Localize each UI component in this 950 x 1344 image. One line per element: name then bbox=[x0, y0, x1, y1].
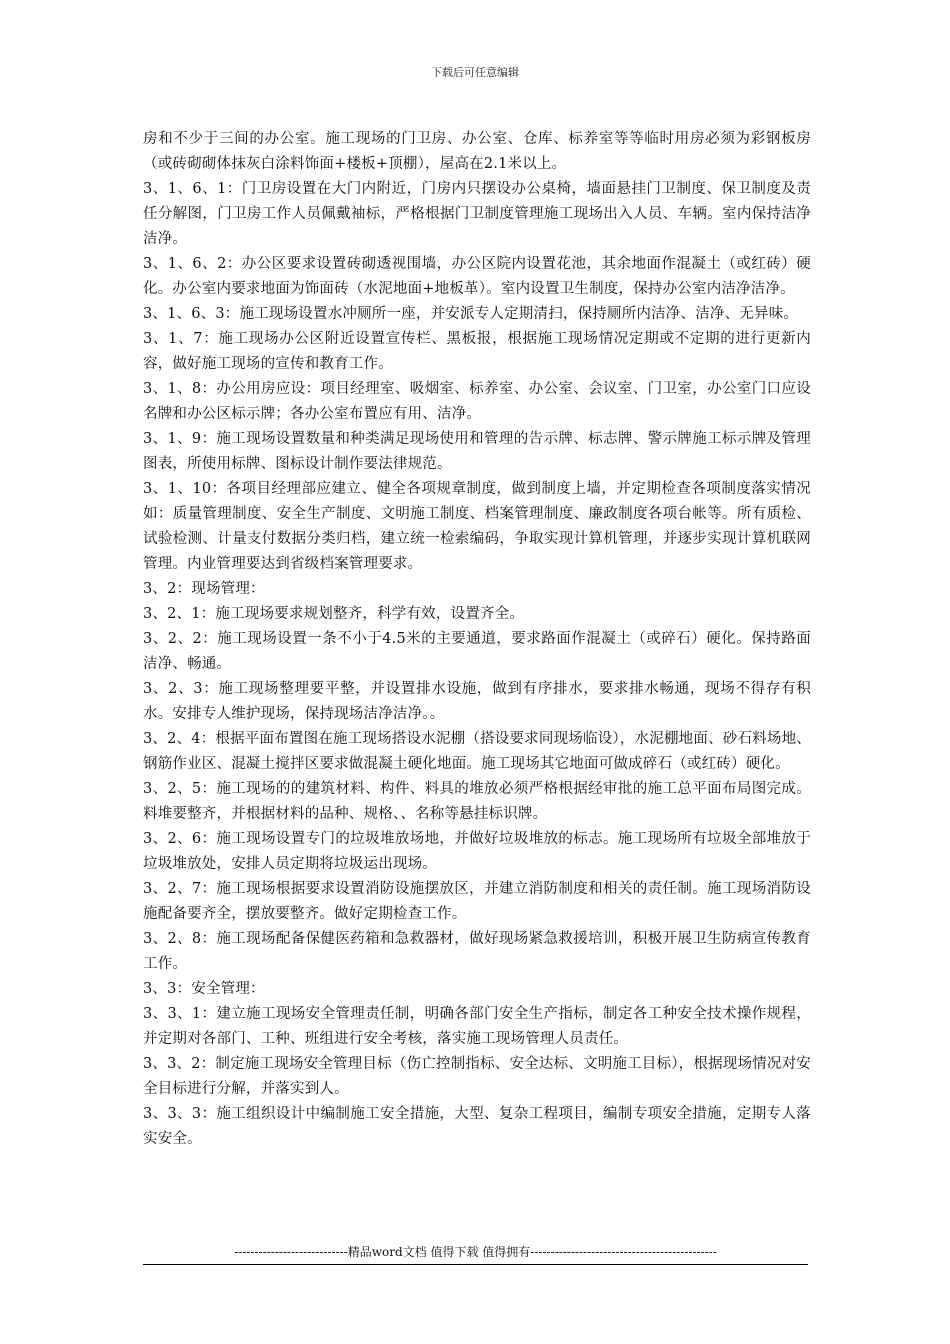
paragraph-4: 3、1、6、3：施工现场设置水冲厕所一座，并安派专人定期清扫，保持厕所内洁净、洁净、无异味。 bbox=[143, 306, 799, 322]
paragraph-6: 3、1、8：办公用房应设：项目经理室、吸烟室、标养室、办公室、会议室、门卫室，办公室门口应设名牌和办公区标示牌；各办公室布置应有用、洁净。 bbox=[143, 381, 811, 422]
paragraph-20: 3、3、2：制定施工现场安全管理目标（伤亡控制指标、安全达标、文明施工目标），根据现场情况对安全目标进行分解，并落实到人。 bbox=[143, 1056, 811, 1097]
paragraph-13: 3、2、4：根据平面布置图在施工现场搭设水泥棚（搭设要求同现场临设），水泥棚地面、砂石料场地、钢筋作业区、混凝土搅拌区要求做混凝土硬化地面。施工现场其它地面可做成碎石（或红砖）硬化。 bbox=[143, 731, 811, 772]
paragraph-17: 3、2、8：施工现场配备保健医药箱和急救器材，做好现场紧急救援培训，积极开展卫生防病宣传教育工作。 bbox=[143, 931, 811, 972]
paragraph-14: 3、2、5：施工现场的的建筑材料、构件、料具的堆放必须严格根据经审批的施工总平面布局图完成。料堆要整齐，并根据材料的品种、规格、、名称等悬挂标识牌。 bbox=[143, 781, 811, 822]
section-heading-3-3: 3、3：安全管理： bbox=[143, 981, 265, 997]
paragraph-10: 3、2、1：施工现场要求规划整齐，科学有效，设置齐全。 bbox=[143, 606, 525, 622]
paragraph-5: 3、1、7：施工现场办公区附近设置宣传栏、黑板报，根据施工现场情况定期或不定期的进行更新内容，做好施工现场的宣传和教育工作。 bbox=[143, 331, 811, 372]
paragraph-1: 房和不少于三间的办公室。施工现场的门卫房、办公室、仓库、标养室等等临时用房必须为彩钢板房（或砖砌砌体抹灰白涂料饰面+楼板+顶棚），屋高在2.1米以上。 bbox=[143, 131, 811, 172]
section-heading-3-2: 3、2：现场管理： bbox=[143, 581, 265, 597]
paragraph-2: 3、1、6、1：门卫房设置在大门内附近，门房内只摆设办公桌椅，墙面悬挂门卫制度、保卫制度及责任分解图，门卫房工作人员佩戴袖标，严格根据门卫制度管理施工现场出入人员、车辆。室内保持洁净洁净。 bbox=[143, 181, 811, 247]
paragraph-21: 3、3、3：施工组织设计中编制施工安全措施，大型、复杂工程项目，编制专项安全措施，定期专人落实安全。 bbox=[143, 1106, 811, 1147]
paragraph-19: 3、3、1：建立施工现场安全管理责任制，明确各部门安全生产指标，制定各工种安全技术操作规程，并定期对各部门、工种、班组进行安全考核，落实施工现场管理人员责任。 bbox=[143, 1006, 811, 1047]
paragraph-16: 3、2、7：施工现场根据要求设置消防设施摆放区，并建立消防制度和相关的责任制。施工现场消防设施配备要齐全，摆放要整齐。做好定期检查工作。 bbox=[143, 881, 811, 922]
page-header: 下载后可任意编辑 bbox=[431, 66, 519, 79]
paragraph-12: 3、2、3：施工现场整理要平整，并设置排水设施，做到有序排水，要求排水畅通，现场不得存有积水。安排专人维护现场，保持现场洁净洁净。。 bbox=[143, 681, 811, 722]
paragraph-3: 3、1、6、2：办公区要求设置砖砌透视围墙，办公区院内设置花池，其余地面作混凝土（或红砖）硬化。办公室内要求地面为饰面砖（水泥地面+地板革）。室内设置卫生制度，保持办公室内洁净洁净。 bbox=[143, 256, 811, 297]
page-footer: ----------------------------精品word文档 值得下载 值得拥有---------------------------------------------- bbox=[143, 1242, 808, 1265]
paragraph-15: 3、2、6：施工现场设置专门的垃圾堆放场地，并做好垃圾堆放的标志。施工现场所有垃圾全部堆放于垃圾堆放处，安排人员定期将垃圾运出现场。 bbox=[143, 831, 811, 872]
paragraph-7: 3、1、9：施工现场设置数量和种类满足现场使用和管理的告示牌、标志牌、警示牌施工标示牌及管理图表，所使用标牌、图标设计制作要法律规范。 bbox=[143, 431, 811, 472]
document-body bbox=[143, 127, 811, 1152]
paragraph-8: 3、1、10：各项目经理部应建立、健全各项规章制度，做到制度上墙，并定期检查各项制度落实情况如：质量管理制度、安全生产制度、文明施工制度、档案管理制度、廉政制度各项台帐等。所有质检、试验检测、计量支付数据分类归档，建立统一检索编码，争取实现计算机管理，并逐步实现计算机联网管理。内业管理要达到省级档案管理要求。 bbox=[143, 481, 811, 572]
paragraph-11: 3、2、2：施工现场设置一条不小于4.5米的主要通道，要求路面作混凝土（或碎石）硬化。保持路面洁净、畅通。 bbox=[143, 631, 811, 672]
